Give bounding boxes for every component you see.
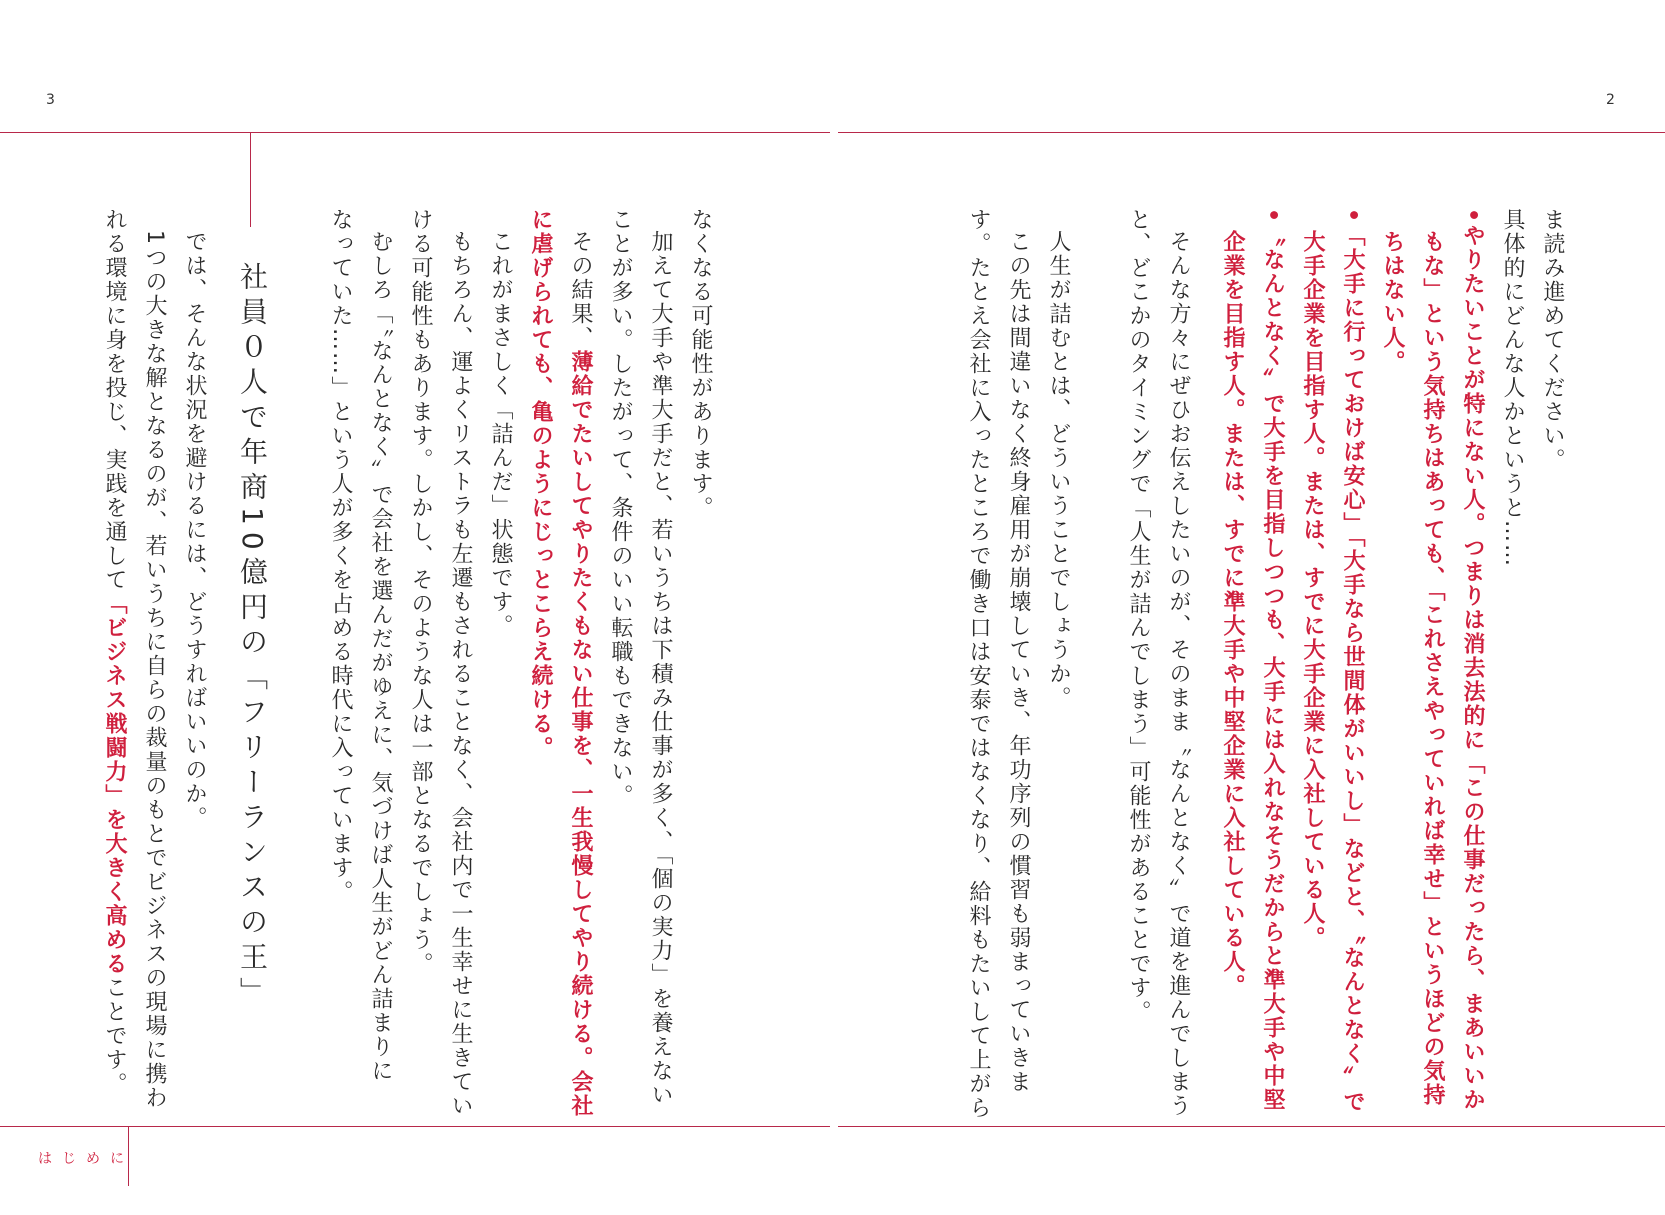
right-para1-line2: と、どこかのタイミングで「人生が詰んでしまう」可能性があることです。 [1126,208,1151,1024]
heading-rule [250,132,251,227]
right-lead: 具体的にどんな人かというと…… [1500,208,1525,568]
right-para2-line2: この先は間違いなく終身雇用が崩壊していき、年功序列の慣習も弱まっていきま [1006,230,1031,1094]
left-line-12: 1つの大きな解となるのが、若いうちに自らの裁量のもとでビジネスの現場に携わ [142,230,167,1110]
right-intro: ま読み進めてください。 [1540,208,1565,472]
left-line-10: なっていた……」という人が多くを占める時代に入っています。 [328,208,353,904]
bullet1-line3: ちはない人。 [1380,230,1405,374]
left-line-1: なくなる可能性があります。 [688,208,713,520]
left-line-13: れる環境に身を投じ、実践を通して「ビジネス戦闘力」を大きく高めることです。 [102,208,127,1096]
top-rule-right [838,132,1665,133]
bullet2-line1: •「大手に行っておけば安心」「大手なら世間体がいいし」などと、〝なんとなく〟で [1340,208,1365,1115]
bottom-rule-right [838,1126,1665,1127]
left-line-11: では、そんな状況を避けるには、どうすればいいのか。 [182,230,207,830]
left-line-4: その結果、薄給でたいしてやりたくもない仕事を、一生我慢してやり続ける。会社 [568,230,593,1118]
left-line-3: ことが多い。したがって、条件のいい転職もできない。 [608,208,633,808]
left-line-6: これがまさしく「詰んだ」状態です。 [488,230,513,638]
page-number-left: 3 [46,92,55,108]
left-line-9: むしろ「〝なんとなく〟で会社を選んだがゆえに、気づけば人生がどん詰まりに [368,230,393,1083]
section-heading: 社員０人で年商10億円の「フリーランスの王」 [236,262,269,1012]
left-line-13-emphasis: 「ビジネス戦闘力」を大きく高める [102,592,127,976]
bullet2-line2: 大手企業を目指す人。または、すでに大手企業に入社している人。 [1300,230,1325,950]
top-rule-left [0,132,830,133]
bullet3-line1: •〝なんとなく〟で大手を目指しつつも、大手には入れなそうだからと準大手や中堅 [1260,208,1285,1113]
footer-section-label: はじめに [38,1151,134,1167]
left-line-7: もちろん、運よくリストラも左遷もされることなく、会社内で一生幸せに生きてい [448,230,473,1118]
bullet1-line1: •やりたいことが特にない人。つまりは消去法的に「この仕事だったら、まあいいか [1460,208,1485,1113]
bullet-marker: • [1340,208,1365,225]
bottom-rule-left [0,1126,830,1127]
bullet-marker: • [1260,208,1285,225]
page-number-right: 2 [1606,92,1615,108]
left-line-4-emphasis: 薄給でたいしてやりたくもない仕事を、一生我慢してやり続ける。会社 [568,350,593,1118]
bullet3-line2: 企業を目指す人。または、すでに準大手や中堅企業に入社している人。 [1220,230,1245,998]
left-line-2: 加えて大手や準大手だと、若いうちは下積み仕事が多く、「個の実力」を養えない [648,230,673,1107]
right-para1-line1: そんな方々にぜひお伝えしたいのが、そのまま〝なんとなく〟で道を進んでしまう [1166,230,1191,1118]
right-para2-line3: す。たとえ会社に入ったところで働き口は安泰ではなくなり、給料もたいして上がら [966,208,991,1120]
bullet-marker: • [1460,208,1485,225]
bullet1-line2: もな」という気持ちはあっても、「これさえやっていれば幸せ」というほどの気持 [1420,230,1445,1107]
left-line-5: に虐げられても、亀のようにじっとこらえ続ける。 [528,208,553,760]
right-para2-line1: 人生が詰むとは、どういうことでしょうか。 [1046,230,1071,710]
left-line-8: ける可能性もあります。しかし、そのような人は一部となるでしょう。 [408,208,433,976]
